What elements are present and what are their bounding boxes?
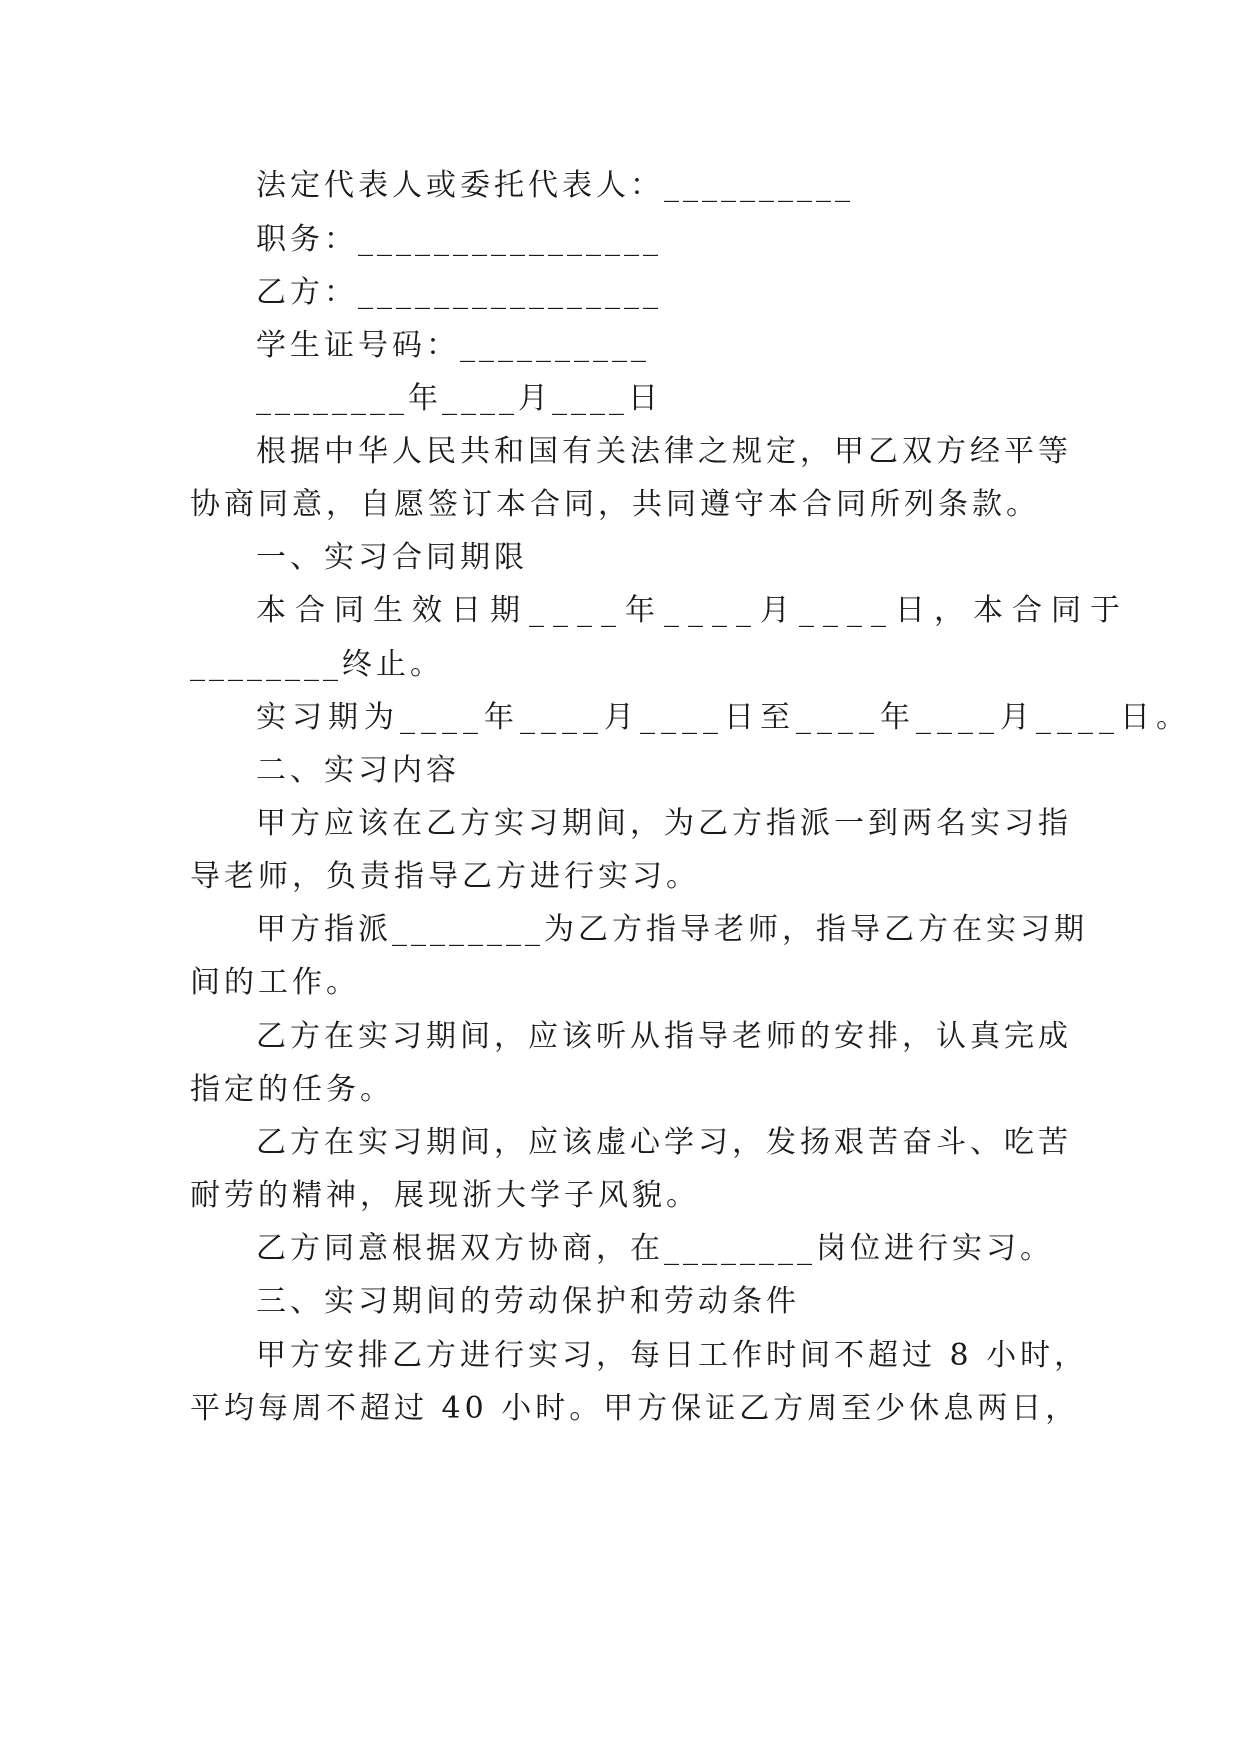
content-para-1-line-2: 导老师，负责指导乙方进行实习。 xyxy=(190,859,700,894)
content-para-5-line-1: 乙方同意根据双方协商，在________岗位进行实习。 xyxy=(256,1231,1054,1266)
content-para-2-line-2: 间的工作。 xyxy=(190,965,360,1000)
protection-para-line-1: 甲方安排乙方进行实习，每日工作时间不超过 8 小时， xyxy=(256,1338,1089,1373)
internship-period-line: 实习期为____年____月____日至____年____月____日。 xyxy=(256,700,1192,735)
content-para-3-line-2: 指定的任务。 xyxy=(190,1072,394,1107)
position-line: 职务：________________ xyxy=(256,222,662,257)
party-b-line: 乙方：________________ xyxy=(256,275,662,310)
contract-term-line-2: ________终止。 xyxy=(190,647,444,682)
section-3-heading: 三、实习期间的劳动保护和劳动条件 xyxy=(256,1284,800,1319)
content-para-4-line-2: 耐劳的精神，展现浙大学子风貌。 xyxy=(190,1178,700,1213)
content-para-2-line-1: 甲方指派________为乙方指导老师，指导乙方在实习期 xyxy=(256,912,1088,947)
content-para-4-line-1: 乙方在实习期间，应该虚心学习，发扬艰苦奋斗、吃苦 xyxy=(256,1125,1072,1160)
section-1-heading: 一、实习合同期限 xyxy=(256,540,528,575)
paragraph-intro-line-1: 根据中华人民共和国有关法律之规定，甲乙双方经平等 xyxy=(256,434,1072,469)
protection-para-line-2: 平均每周不超过 40 小时。甲方保证乙方周至少休息两日， xyxy=(190,1391,1080,1426)
paragraph-intro-line-2: 协商同意，自愿签订本合同，共同遵守本合同所列条款。 xyxy=(190,487,1040,522)
contract-term-line-1: 本合同生效日期____年____月____日，本合同于 xyxy=(256,593,1129,628)
student-id-line: 学生证号码：__________ xyxy=(256,328,650,363)
representative-line: 法定代表人或委托代表人：__________ xyxy=(256,168,854,203)
section-2-heading: 二、实习内容 xyxy=(256,753,460,788)
date-line: ________年____月____日 xyxy=(256,381,662,416)
content-para-3-line-1: 乙方在实习期间，应该听从指导老师的安排，认真完成 xyxy=(256,1019,1072,1054)
content-para-1-line-1: 甲方应该在乙方实习期间，为乙方指派一到两名实习指 xyxy=(256,806,1072,841)
